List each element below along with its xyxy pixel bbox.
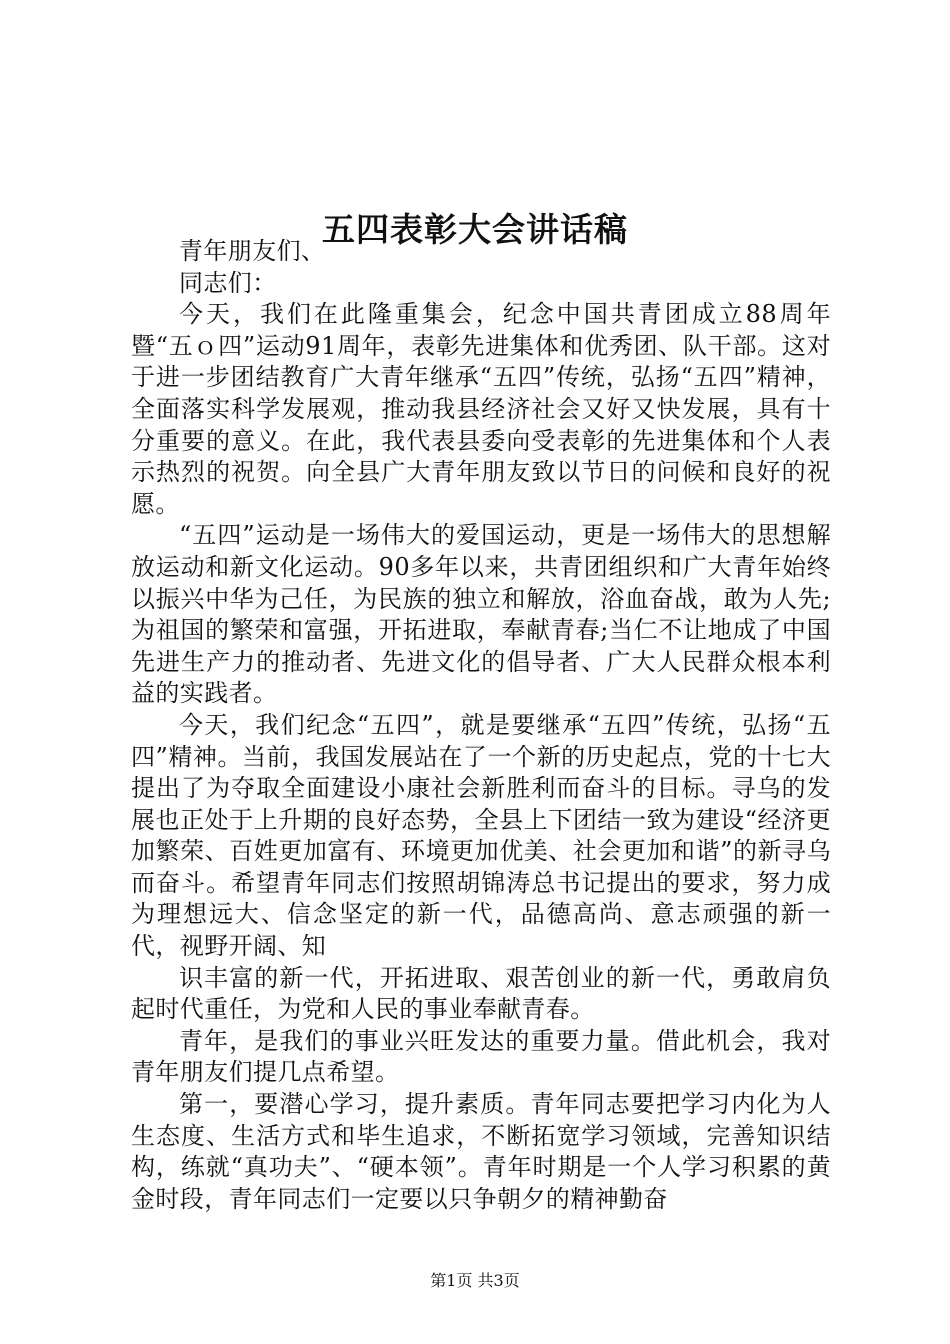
paragraph-hopes: 青年，是我们的事业兴旺发达的重要力量。借此机会，我对青年朋友们提几点希望。 bbox=[131, 1026, 831, 1087]
paragraph-opening: 今天，我们在此隆重集会，纪念中国共青团成立88周年暨“五ｏ四”运动91周年，表彰先进集体和优秀团、队干部。这对于进一步团结教育广大青年继承“五四”传统，弘扬“五四”精神，全面落实科学发展观，推动我县经济社会又好又快发展，具有十分重要的意义。在此，我代表县委向受表彰的先进集体和个人表示热烈的祝贺。向全县广大青年朋友致以节日的问候和良好的祝愿。 bbox=[131, 300, 831, 518]
document-body bbox=[131, 236, 831, 1215]
paragraph-commemoration: 今天，我们纪念“五四”，就是要继承“五四”传统，弘扬“五四”精神。当前，我国发展站在了一个新的历史起点，党的十七大提出了为夺取全面建设小康社会新胜利而奋斗的目标。寻乌的发展也正处于上升期的良好态势，全县上下团结一致为建设“经济更加繁荣、百姓更加富有、环境更加优美、社会更加和谐”的新寻乌而奋斗。希望青年同志们按照胡锦涛总书记提出的要求，努力成为理想远大、信念坚定的新一代，品德高尚、意志顽强的新一代，视野开阔、知 bbox=[131, 710, 831, 961]
document-title: 五四表彰大会讲话稿 bbox=[322, 210, 628, 250]
page-number-footer: 第1页 共3页 bbox=[430, 1271, 520, 1290]
salutation-line-2: 同志们： bbox=[179, 268, 277, 297]
paragraph-continuation: 识丰富的新一代，开拓进取、艰苦创业的新一代，勇敢肩负起时代重任，为党和人民的事业奉献青春。 bbox=[131, 963, 831, 1024]
salutation-line-1: 青年朋友们、 bbox=[179, 237, 326, 265]
paragraph-may-fourth-movement: “五四”运动是一场伟大的爱国运动，更是一场伟大的思想解放运动和新文化运动。90多年以来，共青团组织和广大青年始终以振兴中华为己任，为民族的独立和解放，浴血奋战，敢为人先;为祖国的繁荣和富强，开拓进取，奉献青春;当仁不让地成了中国先进生产力的推动者、先进文化的倡导者、广大人民群众根本利益的实践者。 bbox=[131, 521, 831, 708]
paragraph-first-point: 第一，要潜心学习，提升素质。青年同志要把学习内化为人生态度、生活方式和毕生追求，不断拓宽学习领域，完善知识结构，练就“真功夫”、“硬本领”。青年时期是一个人学习积累的黄金时段，青年同志们一定要以只争朝夕的精神勤奋 bbox=[131, 1090, 831, 1213]
